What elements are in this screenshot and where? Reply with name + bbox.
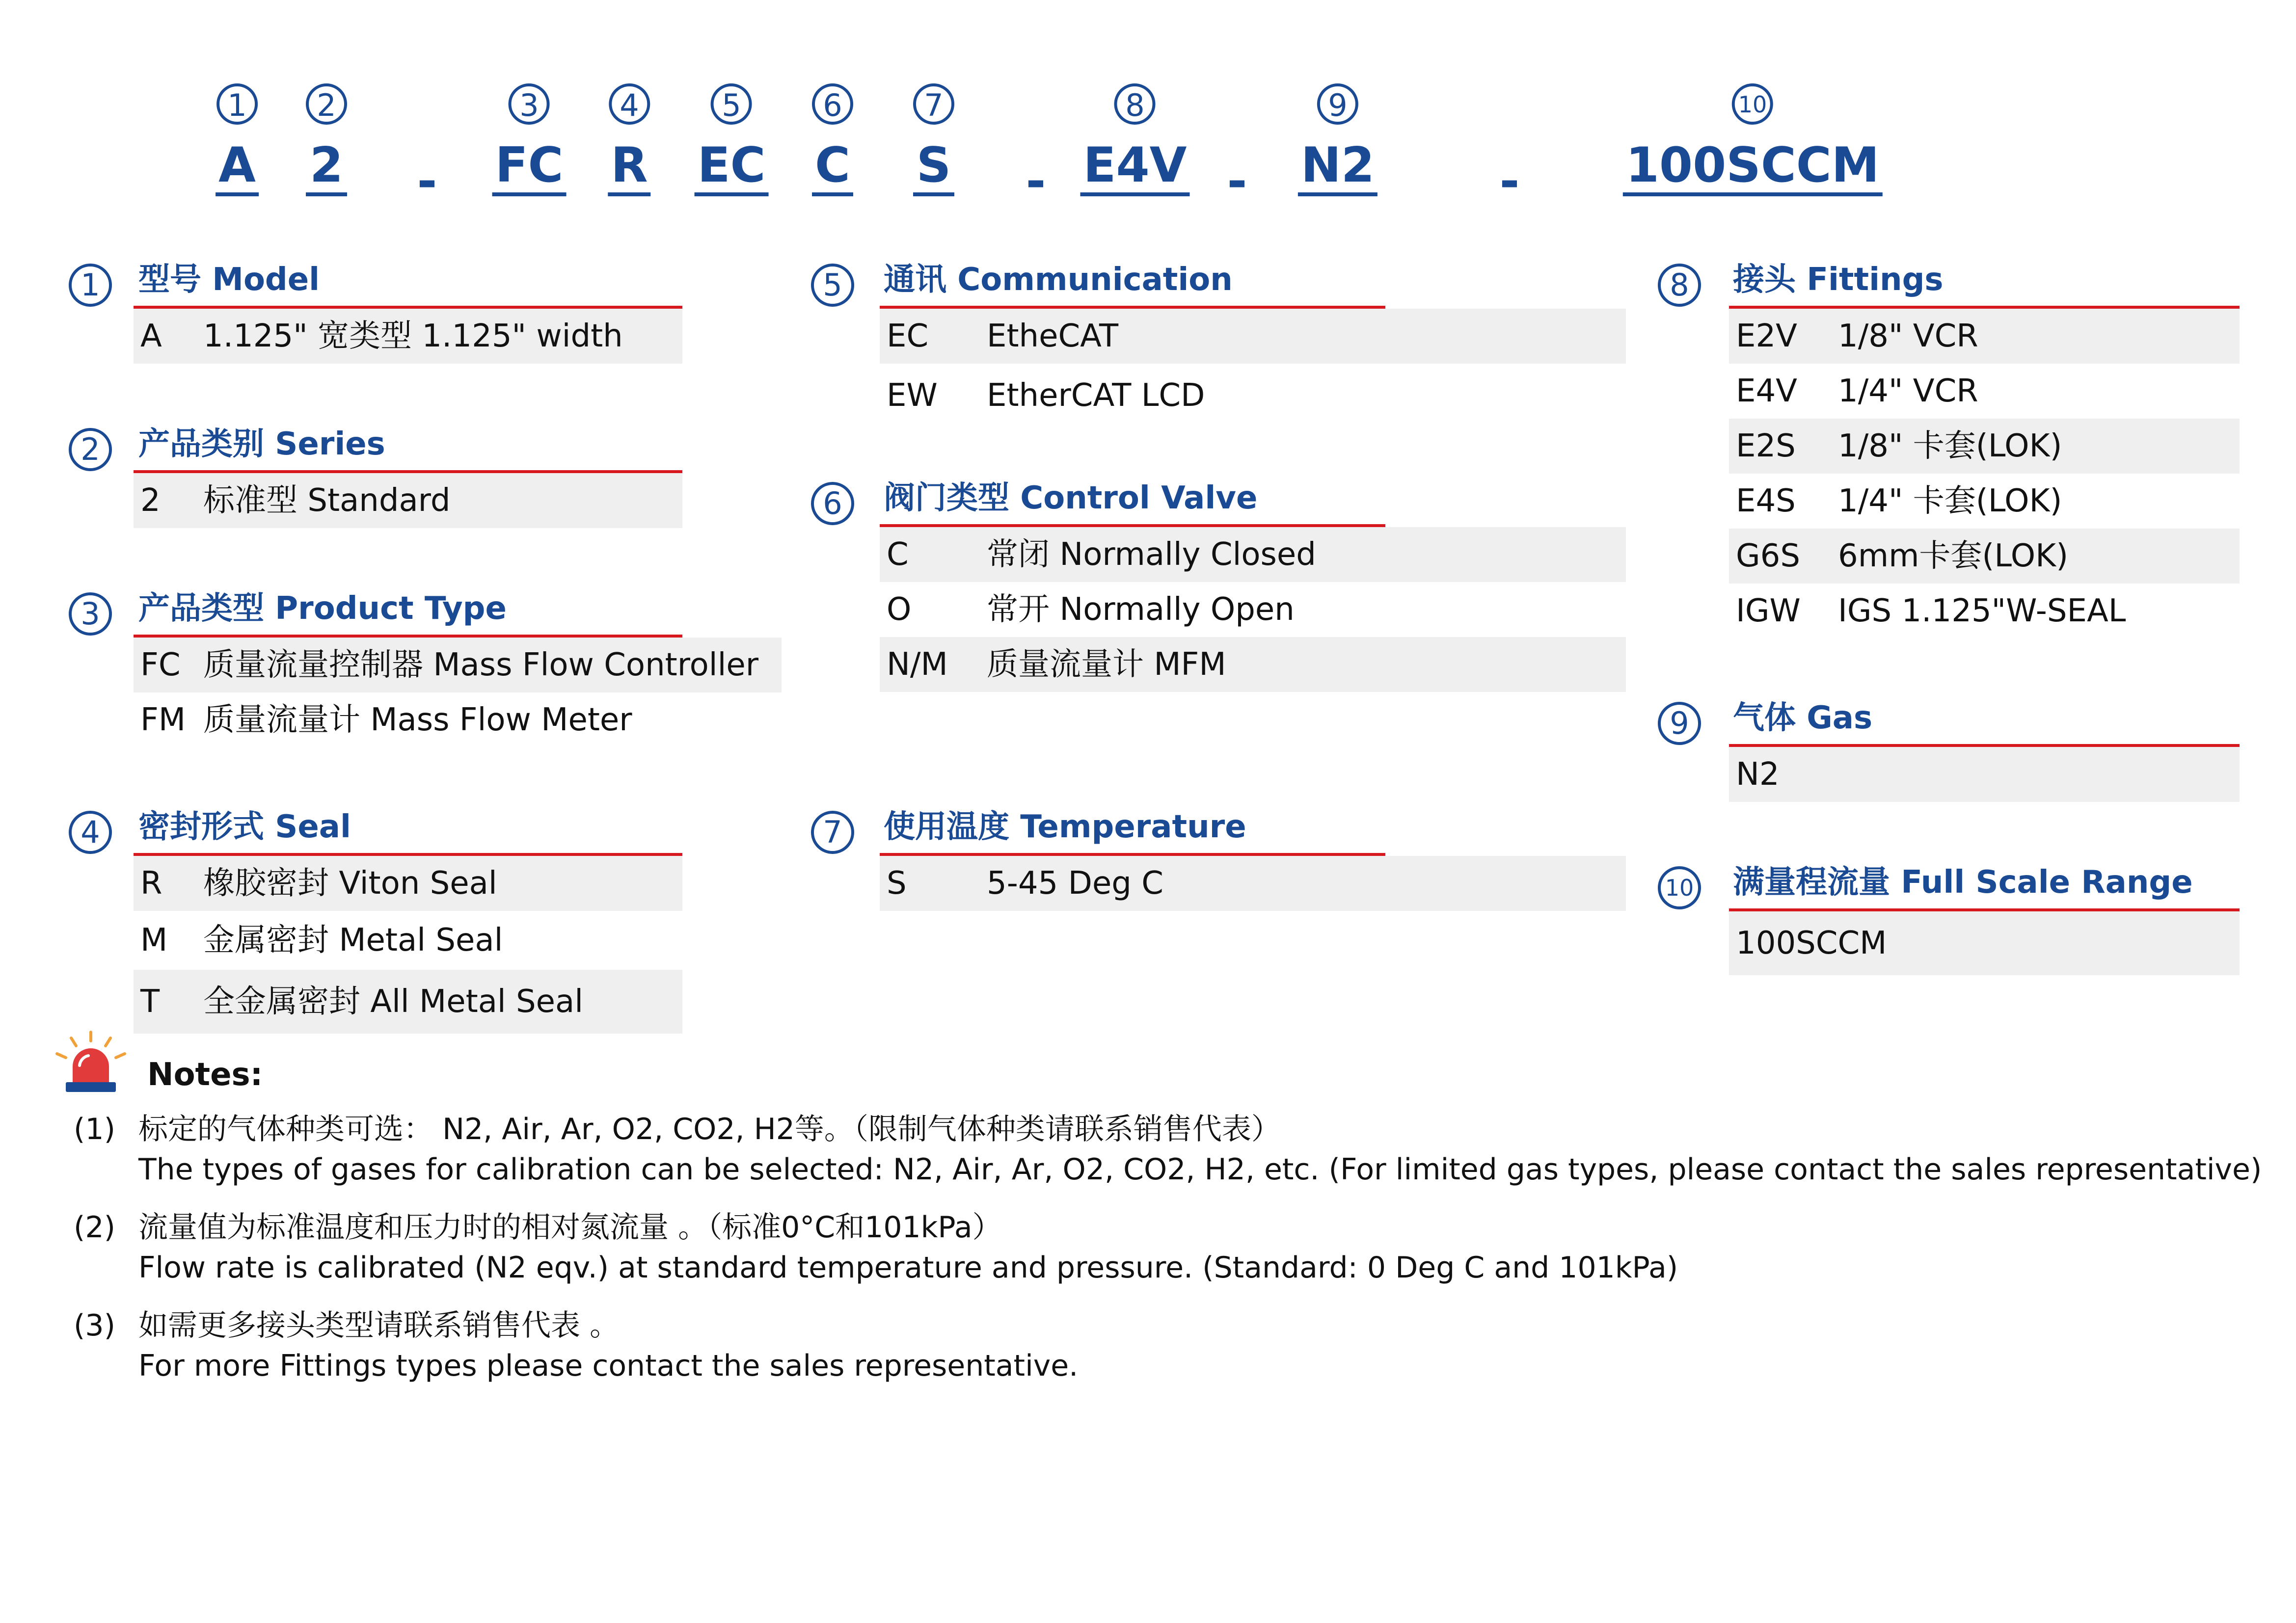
segment-code: A xyxy=(216,138,259,196)
option-row xyxy=(1729,747,2240,802)
note-index: (2) xyxy=(74,1210,115,1245)
code-dash: - xyxy=(1227,154,1247,210)
option-desc: 1/4" VCR xyxy=(1838,373,1978,409)
section-number: 7 xyxy=(811,811,854,854)
segment-code: C xyxy=(812,138,853,196)
option-list xyxy=(134,638,782,747)
option-row xyxy=(134,911,682,970)
option-code: 100SCCM xyxy=(1736,925,1887,961)
option-list xyxy=(1729,911,2240,975)
option-desc: 1/8" 卡套(LOK) xyxy=(1838,428,2062,464)
option-desc: 橡胶密封 Viton Seal xyxy=(203,865,497,902)
section-number: 9 xyxy=(1658,702,1701,745)
segment-number: 4 xyxy=(609,83,650,125)
option-desc: EtheCAT xyxy=(987,318,1119,354)
section-title: 型号 Model xyxy=(138,262,320,298)
code-segment-4 xyxy=(608,83,650,196)
option-list xyxy=(1729,747,2240,802)
option-row xyxy=(1729,529,2240,584)
section-number: 6 xyxy=(811,482,854,525)
code-segment-8 xyxy=(1080,83,1190,196)
code-segment-1 xyxy=(216,83,259,196)
option-code: M xyxy=(140,922,168,958)
option-list xyxy=(880,856,1626,911)
option-desc: 质量流量计 MFM xyxy=(987,646,1226,683)
option-desc: 常开 Normally Open xyxy=(987,591,1295,628)
note-text-en: For more Fittings types please contact the sales representative. xyxy=(138,1349,1079,1383)
option-row xyxy=(880,582,1626,637)
option-list xyxy=(880,309,1626,427)
option-code: FC xyxy=(140,647,181,683)
option-row xyxy=(134,856,682,911)
segment-number: 8 xyxy=(1114,83,1156,125)
option-desc: 1.125" 宽类型 1.125" width xyxy=(203,318,623,354)
section-number: 3 xyxy=(69,592,112,636)
code-segment-5 xyxy=(695,83,769,196)
segment-number: 2 xyxy=(306,83,347,125)
option-code: C xyxy=(887,536,909,573)
section-number: 10 xyxy=(1658,866,1701,909)
code-segment-9 xyxy=(1298,83,1378,196)
section-title: 气体 Gas xyxy=(1733,700,1873,736)
segment-code: R xyxy=(608,138,650,196)
option-desc: 5-45 Deg C xyxy=(987,865,1163,902)
segment-code: EC xyxy=(695,138,769,196)
option-row xyxy=(880,637,1626,692)
note-text-zh: 流量值为标准温度和压力时的相对氮流量 。（标准0°C和101kPa） xyxy=(138,1210,1002,1245)
option-code: EC xyxy=(887,318,929,354)
option-row xyxy=(1729,419,2240,474)
segment-number: 5 xyxy=(711,83,752,125)
segment-number: 9 xyxy=(1317,83,1358,125)
option-code: FM xyxy=(140,702,186,738)
option-desc: 常闭 Normally Closed xyxy=(987,536,1316,573)
option-code: O xyxy=(887,591,912,628)
alarm-siren-icon xyxy=(49,1028,133,1097)
option-list xyxy=(880,527,1626,692)
section-number: 2 xyxy=(69,428,112,471)
code-segment-7 xyxy=(913,83,954,196)
option-desc: 6mm卡套(LOK) xyxy=(1838,538,2069,574)
option-list xyxy=(134,473,682,528)
option-code: G6S xyxy=(1736,538,1800,574)
code-dash: - xyxy=(1499,154,1520,210)
option-desc: 金属密封 Metal Seal xyxy=(203,922,503,958)
option-row xyxy=(880,309,1626,364)
option-code: 2 xyxy=(140,482,161,519)
section-title: 通讯 Communication xyxy=(884,262,1233,298)
option-desc: EtherCAT LCD xyxy=(987,377,1205,414)
option-code: T xyxy=(140,984,160,1020)
option-row xyxy=(134,638,782,692)
option-desc: 质量流量计 Mass Flow Meter xyxy=(203,702,632,738)
option-row xyxy=(880,364,1626,427)
notes-title: Notes: xyxy=(147,1057,263,1093)
option-code: EW xyxy=(887,377,938,414)
option-code: R xyxy=(140,865,162,902)
part-number-code xyxy=(0,83,2296,216)
option-code: N2 xyxy=(1736,756,1780,793)
segment-number: 6 xyxy=(812,83,853,125)
option-row xyxy=(1729,584,2240,639)
option-desc: 质量流量控制器 Mass Flow Controller xyxy=(203,647,759,683)
option-row xyxy=(134,309,682,364)
option-row xyxy=(134,970,682,1034)
section-number: 1 xyxy=(69,264,112,307)
segment-code: S xyxy=(913,138,954,196)
option-row xyxy=(134,692,782,747)
option-list xyxy=(134,856,682,1034)
code-dash: - xyxy=(1026,154,1046,210)
section-title: 密封形式 Seal xyxy=(138,809,351,845)
section-number: 8 xyxy=(1658,264,1701,307)
option-row xyxy=(1729,911,2240,975)
segment-number: 1 xyxy=(216,83,258,125)
option-desc: 1/8" VCR xyxy=(1838,318,1978,354)
section-number: 4 xyxy=(69,811,112,854)
note-text-en: The types of gases for calibration can be selected: N2, Air, Ar, O2, CO2, H2, etc. (For limited gas types, please contact the sales representative) xyxy=(138,1152,2262,1187)
note-text-en: Flow rate is calibrated (N2 eqv.) at standard temperature and pressure. (Standard: 0 Deg C and 101kPa) xyxy=(138,1251,1678,1285)
section-title: 满量程流量 Full Scale Range xyxy=(1733,864,2193,901)
option-row xyxy=(1729,474,2240,529)
option-row xyxy=(1729,364,2240,419)
segment-code: 2 xyxy=(306,138,347,196)
code-segment-2 xyxy=(306,83,347,196)
note-text-zh: 标定的气体种类可选： N2, Air, Ar, O2, CO2, H2等。（限制气体种类请联系销售代表） xyxy=(138,1112,1281,1146)
option-row xyxy=(1729,309,2240,364)
section-number: 5 xyxy=(811,264,854,307)
option-code: IGW xyxy=(1736,593,1801,629)
option-row xyxy=(134,473,682,528)
option-desc: 全金属密封 All Metal Seal xyxy=(203,984,584,1020)
code-segment-6 xyxy=(812,83,853,196)
option-list xyxy=(1729,309,2240,639)
option-code: E4V xyxy=(1736,373,1797,409)
segment-code: 100SCCM xyxy=(1623,138,1883,196)
option-desc: IGS 1.125"W-SEAL xyxy=(1838,593,2126,629)
option-row xyxy=(880,527,1626,582)
section-title: 阀门类型 Control Valve xyxy=(884,480,1258,516)
option-code: S xyxy=(887,865,907,902)
option-code: N/M xyxy=(887,646,948,683)
section-title: 使用温度 Temperature xyxy=(884,809,1246,845)
segment-code: N2 xyxy=(1298,138,1378,196)
segment-code: FC xyxy=(492,138,567,196)
section-title: 产品类别 Series xyxy=(138,426,385,462)
segment-number: 3 xyxy=(509,83,550,125)
option-desc: 标准型 Standard xyxy=(203,482,451,519)
segment-code: E4V xyxy=(1080,138,1190,196)
option-code: E2V xyxy=(1736,318,1797,354)
option-desc: 1/4" 卡套(LOK) xyxy=(1838,483,2062,519)
code-dash: - xyxy=(417,154,437,210)
note-text-zh: 如需更多接头类型请联系销售代表 。 xyxy=(138,1308,620,1343)
section-title: 接头 Fittings xyxy=(1733,262,1944,298)
option-code: E4S xyxy=(1736,483,1796,519)
option-row xyxy=(880,856,1626,911)
code-segment-10 xyxy=(1623,83,1883,196)
option-code: E2S xyxy=(1736,428,1796,464)
segment-number: 10 xyxy=(1732,83,1773,125)
option-code: A xyxy=(140,318,162,354)
note-index: (1) xyxy=(74,1112,115,1146)
note-index: (3) xyxy=(74,1308,115,1343)
code-segment-3 xyxy=(492,83,567,196)
segment-number: 7 xyxy=(913,83,954,125)
option-list xyxy=(134,309,682,364)
section-title: 产品类型 Product Type xyxy=(138,590,507,627)
